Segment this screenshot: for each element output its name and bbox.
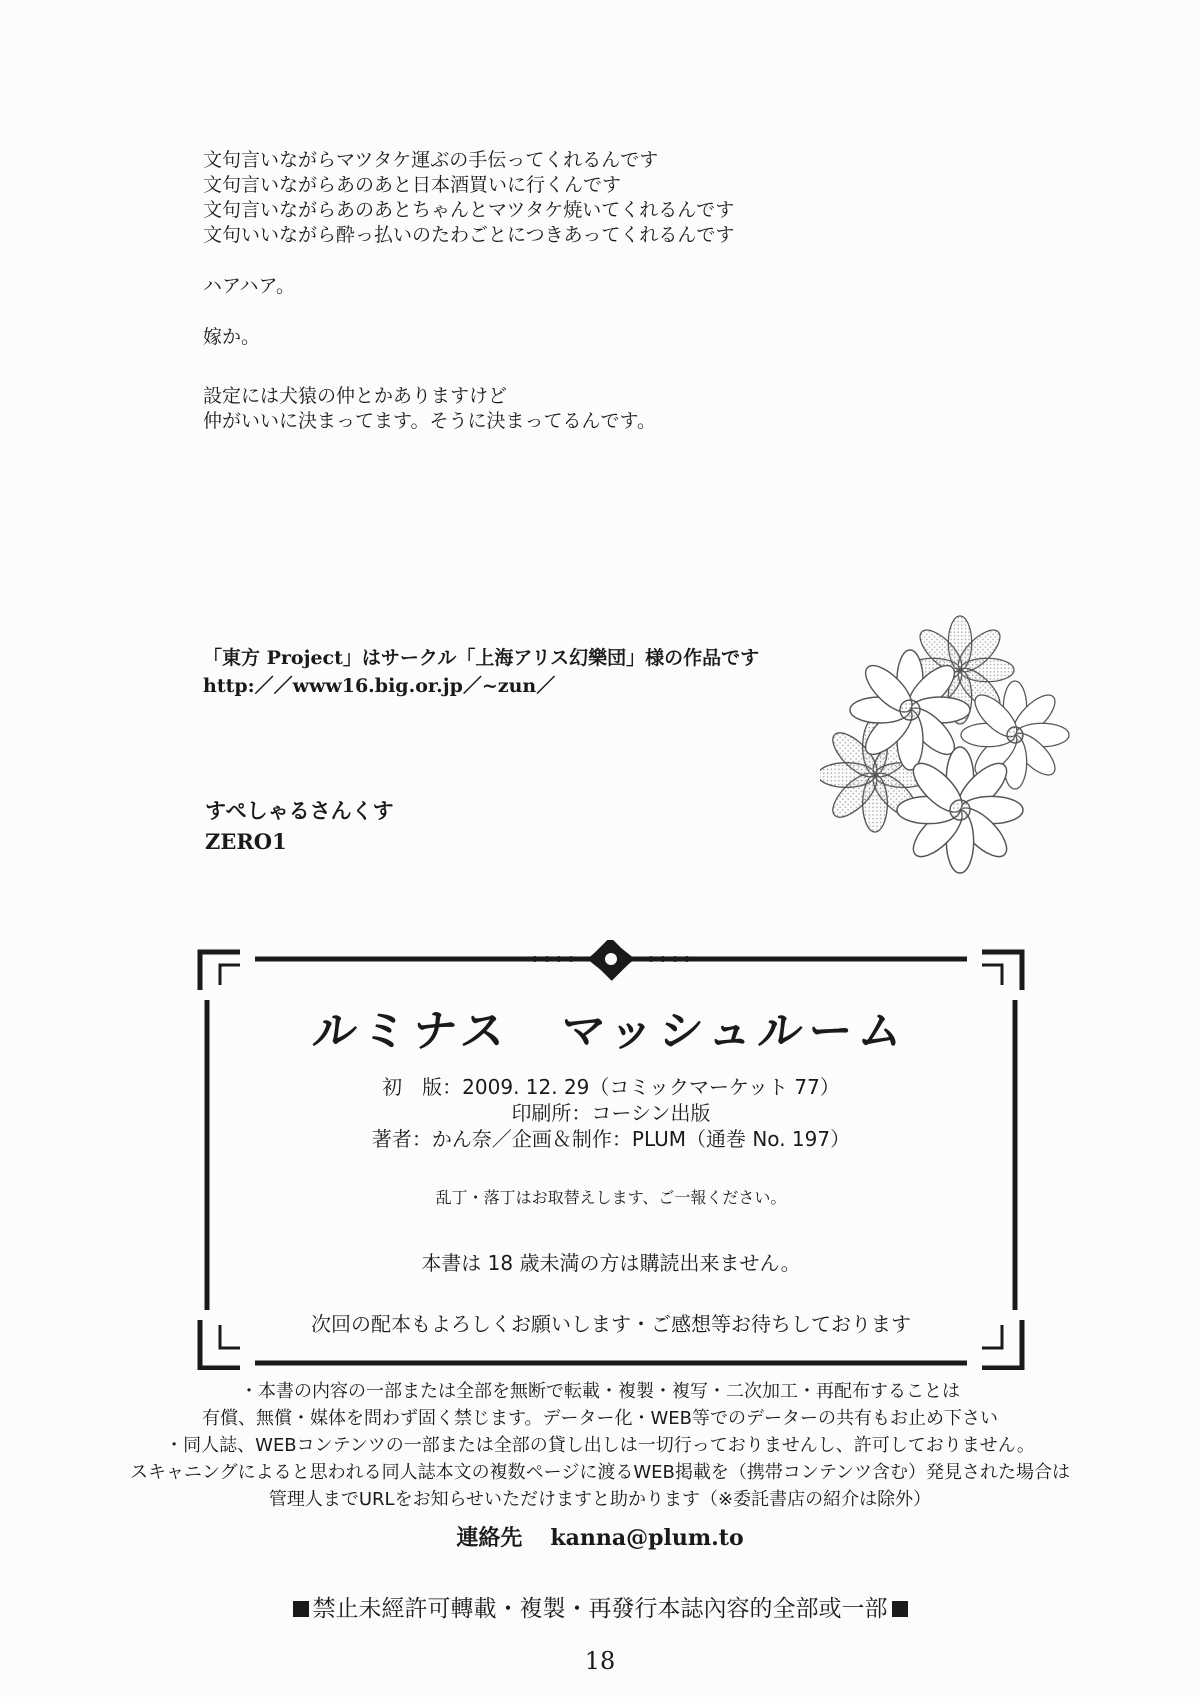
notice-line: ・本書の内容の一部または全部を無断で転載・複製・複写・二次加工・再配布することは	[240, 1381, 960, 1402]
flower-illustration	[820, 610, 1070, 900]
chinese-notice-text: 禁止未經許可轉載・複製・再發行本誌內容的全部或一部	[312, 1596, 888, 1622]
afterword-setting-line: 仲がいいに決まってます。そうに決まってるんです。	[203, 410, 656, 432]
printer: 印刷所：コーシン出版	[511, 1101, 711, 1125]
page-number: 18	[584, 1647, 616, 1675]
chinese-notice	[0, 1590, 1200, 1623]
afterword-line: 文句言いながらマツタケ運ぶの手伝ってくれるんです	[203, 149, 659, 171]
special-thanks-heading: すぺしゃるさんくす	[205, 798, 394, 823]
notice-line: ・同人誌、WEBコンテンツの一部または全部の貸し出しは一切行っておりませんし、許可しておりません。	[165, 1435, 1035, 1456]
credit-line: 「東方 Project」はサークル「上海アリス幻樂団」様の作品です	[203, 647, 760, 669]
square-bullet-icon	[892, 1601, 908, 1617]
colophon-box	[195, 940, 1027, 1370]
first-edition: 初 版：2009. 12. 29（コミックマーケット 77）	[382, 1075, 840, 1099]
age-warning: 本書は 18 歳未満の方は購読出来ません。	[421, 1251, 801, 1275]
afterword-yome: 嫁か。	[203, 326, 261, 348]
afterword-line: 文句言いながらあのあと日本酒買いに行くんです	[203, 174, 622, 196]
afterword-setting-line: 設定には犬猿の仲とかありますけど	[203, 385, 508, 407]
notice-line: スキャニングによると思われる同人誌本文の複数ページに渡るWEB掲載を（携帯コンテンツ含む）発見された場合は	[130, 1462, 1070, 1483]
afterword-line: 文句いいながら酔っ払いのたわごとにつきあってくれるんです	[203, 224, 735, 246]
contact-email[interactable]: kanna@plum.to	[550, 1525, 744, 1551]
special-thanks-member: ZERO1	[205, 829, 287, 854]
book-title: ルミナス マッシュルーム	[310, 1006, 912, 1057]
next-issue-note: 次回の配本もよろしくお願いします・ご感想等お待ちしております	[311, 1312, 911, 1336]
copyright-credit	[203, 644, 759, 700]
copyright-notice	[40, 1378, 1160, 1513]
square-bullet-icon	[293, 1601, 309, 1617]
notice-line: 有償、無償・媒体を問わず固く禁じます。データー化・WEB等でのデーターの共有もお止め下さい	[201, 1408, 999, 1429]
notice-line: 管理人までURLをお知らせいただけますと助かります（※委託書店の紹介は除外）	[268, 1489, 932, 1510]
afterword-line: 文句言いながらあのあとちゃんとマツタケ焼いてくれるんです	[203, 199, 735, 221]
author-credit: 著者：かん奈／企画＆制作：PLUM（通巻 No. 197）	[371, 1127, 851, 1151]
credit-url: http:／／www16.big.or.jp／~zun／	[203, 675, 556, 697]
contact-label: 連絡先	[456, 1525, 523, 1551]
defect-note: 乱丁・落丁はお取替えします、ご一報ください。	[435, 1188, 787, 1207]
contact	[0, 1521, 1200, 1552]
afterword-text	[203, 148, 734, 434]
special-thanks	[205, 795, 394, 857]
afterword-haahaa: ハアハア。	[203, 275, 295, 297]
publication-info	[195, 1074, 1027, 1152]
